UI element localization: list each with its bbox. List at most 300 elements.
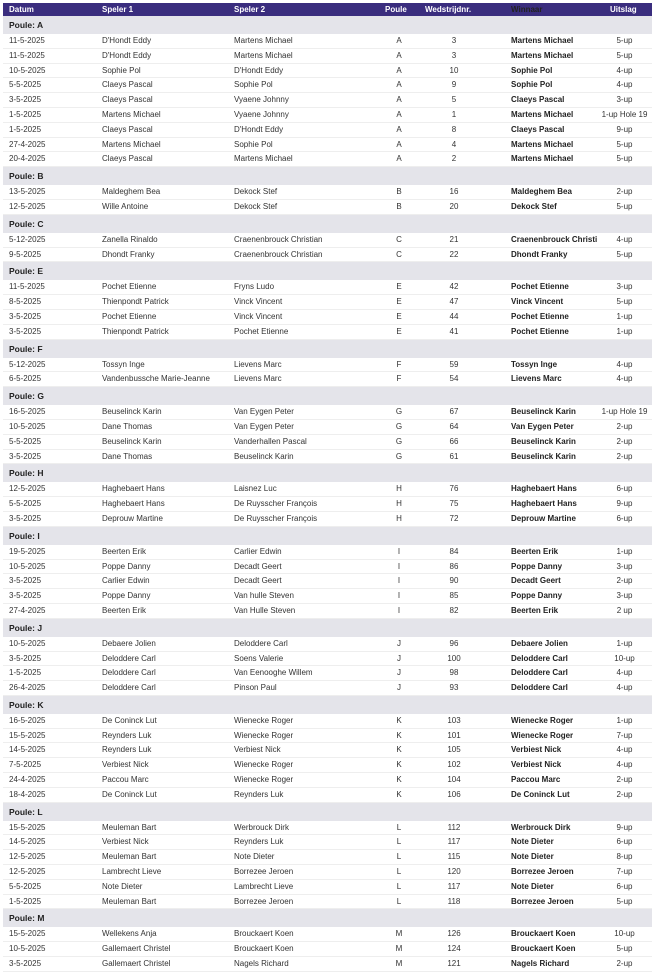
cell-result: 3-up: [616, 591, 633, 601]
cell-match-number: 106: [447, 789, 461, 799]
cell-winner: Brouckaert Koen: [511, 944, 576, 954]
table-row: [3, 850, 652, 865]
cell-player1: De Coninck Lut: [102, 715, 157, 725]
cell-date: 15-5-2025: [9, 730, 46, 740]
cell-date: 24-4-2025: [9, 775, 46, 785]
cell-date: 6-5-2025: [9, 374, 42, 384]
cell-poule: I: [397, 561, 401, 571]
cell-date: 7-5-2025: [9, 760, 42, 770]
cell-date: 5-12-2025: [9, 359, 46, 369]
group-header: [3, 16, 652, 34]
table-row: [3, 450, 652, 465]
cell-player1: Wille Antoine: [102, 201, 149, 211]
cell-winner: Maldeghem Bea: [511, 187, 572, 197]
group-header: [3, 527, 652, 545]
cell-date: 26-4-2025: [9, 683, 46, 693]
cell-date: 15-5-2025: [9, 822, 46, 832]
cell-winner: De Coninck Lut: [511, 789, 570, 799]
cell-player2: Note Dieter: [234, 852, 275, 862]
cell-player2: D'Hondt Eddy: [234, 124, 284, 134]
cell-player2: Nagels Richard: [234, 959, 289, 969]
cell-player2: Martens Michael: [234, 50, 293, 60]
cell-date: 10-5-2025: [9, 944, 46, 954]
cell-player1: Wellekens Anja: [102, 929, 157, 939]
cell-date: 3-5-2025: [9, 451, 42, 461]
cell-winner: Wienecke Roger: [511, 715, 574, 725]
cell-result: 5-up: [616, 297, 633, 307]
table-row: [3, 280, 652, 295]
cell-player1: Dhondt Franky: [102, 249, 155, 259]
results-table: [3, 3, 652, 972]
cell-date: 27-4-2025: [9, 139, 46, 149]
cell-date: 5-5-2025: [9, 80, 42, 90]
cell-match-number: 85: [449, 591, 459, 601]
cell-date: 14-5-2025: [9, 745, 46, 755]
cell-date: 11-5-2025: [9, 50, 45, 60]
table-row: [3, 604, 652, 619]
cell-poule: C: [396, 234, 402, 244]
cell-winner: Pochet Etienne: [511, 311, 569, 321]
cell-match-number: 20: [449, 201, 459, 211]
cell-match-number: 3: [451, 50, 457, 60]
table-row: [3, 560, 652, 575]
cell-result: 5-up: [616, 139, 633, 149]
cell-result: 2-up: [616, 421, 633, 431]
cell-poule: I: [397, 576, 401, 586]
cell-winner: Deprouw Martine: [511, 513, 576, 523]
cell-result: 4-up: [616, 234, 633, 244]
cell-player1: Reynders Luk: [102, 730, 152, 740]
table-row: [3, 773, 652, 788]
cell-player2: Reynders Luk: [234, 789, 284, 799]
cell-player1: Martens Michael: [102, 139, 161, 149]
cell-winner: Wienecke Roger: [511, 730, 574, 740]
cell-result: 2-up: [616, 451, 633, 461]
table-row: [3, 835, 652, 850]
cell-player2: Pinson Paul: [234, 683, 277, 693]
cell-date: 3-5-2025: [9, 959, 42, 969]
cell-winner: Deloddere Carl: [511, 668, 568, 678]
table-row: [3, 942, 652, 957]
column-header-poule[interactable]: Poule: [385, 5, 407, 14]
cell-date: 10-5-2025: [9, 421, 46, 431]
cell-winner: Note Dieter: [511, 837, 554, 847]
table-row: [3, 233, 652, 248]
cell-match-number: 117: [447, 837, 461, 847]
cell-result: 1-up Hole 19: [601, 109, 648, 119]
cell-match-number: 67: [449, 407, 459, 417]
table-row: [3, 34, 652, 49]
table-row: [3, 880, 652, 895]
cell-date: 3-5-2025: [9, 653, 42, 663]
group-header: [3, 340, 652, 358]
cell-date: 5-5-2025: [9, 881, 42, 891]
column-header-player2[interactable]: Speler 2: [234, 5, 266, 14]
cell-player2: Van Eygen Peter: [234, 421, 294, 431]
cell-winner: Note Dieter: [511, 852, 554, 862]
cell-poule: A: [396, 80, 402, 90]
cell-player2: De Ruysscher François: [234, 499, 318, 509]
cell-poule: B: [396, 201, 402, 211]
table-row: [3, 743, 652, 758]
cell-result: 4-up: [616, 683, 633, 693]
cell-winner: Borrezee Jeroen: [511, 867, 574, 877]
cell-player2: Wienecke Roger: [234, 715, 294, 725]
cell-poule: G: [395, 436, 403, 446]
cell-winner: Deloddere Carl: [511, 653, 568, 663]
cell-result: 10-up: [614, 929, 635, 939]
cell-poule: B: [396, 187, 402, 197]
cell-player2: Deloddere Carl: [234, 638, 288, 648]
cell-player2: Van hulle Steven: [234, 591, 294, 601]
cell-poule: E: [396, 326, 402, 336]
cell-poule: L: [396, 852, 402, 862]
cell-match-number: 84: [449, 546, 459, 556]
cell-winner: Claeys Pascal: [511, 124, 565, 134]
table-row: [3, 310, 652, 325]
cell-date: 12-5-2025: [9, 852, 46, 862]
cell-match-number: 102: [447, 760, 461, 770]
table-row: [3, 512, 652, 527]
cell-match-number: 72: [449, 513, 459, 523]
cell-date: 3-5-2025: [9, 311, 42, 321]
cell-winner: Dhondt Franky: [511, 249, 568, 259]
cell-winner: Nagels Richard: [511, 959, 570, 969]
cell-winner: Werbrouck Dirk: [511, 822, 571, 832]
cell-player2: Vyaene Johnny: [234, 95, 289, 105]
cell-match-number: 22: [449, 249, 459, 259]
cell-player2: Vanderhallen Pascal: [234, 436, 307, 446]
cell-match-number: 1: [451, 109, 457, 119]
table-row: [3, 295, 652, 310]
cell-poule: J: [397, 638, 401, 648]
group-label: Poule: H: [9, 468, 44, 479]
group-label: Poule: E: [9, 266, 44, 277]
table-row: [3, 652, 652, 667]
cell-date: 18-4-2025: [9, 789, 46, 799]
cell-winner: Brouckaert Koen: [511, 929, 576, 939]
cell-match-number: 3: [451, 36, 457, 45]
cell-poule: A: [396, 65, 402, 75]
cell-player2: Wienecke Roger: [234, 760, 294, 770]
cell-player1: Debaere Jolien: [102, 638, 156, 648]
cell-poule: F: [396, 374, 402, 384]
cell-poule: E: [396, 311, 402, 321]
column-header-player1[interactable]: Speler 1: [102, 5, 134, 14]
cell-date: 3-5-2025: [9, 591, 42, 601]
cell-match-number: 82: [449, 605, 459, 615]
cell-result: 1-up Hole 19: [601, 407, 648, 417]
table-row: [3, 248, 652, 263]
group-label: Poule: C: [9, 218, 44, 229]
cell-match-number: 61: [449, 451, 459, 461]
cell-player2: Dekock Stef: [234, 187, 278, 197]
cell-date: 16-5-2025: [9, 715, 46, 725]
cell-date: 5-12-2025: [9, 234, 46, 244]
cell-match-number: 117: [447, 881, 461, 891]
cell-player2: Craenenbrouck Christian: [234, 249, 323, 259]
table-row: [3, 589, 652, 604]
table-row: [3, 200, 652, 215]
cell-match-number: 93: [449, 683, 459, 693]
cell-player1: Verbiest Nick: [102, 760, 149, 770]
cell-date: 12-5-2025: [9, 867, 46, 877]
cell-winner: Decadt Geert: [511, 576, 561, 586]
cell-player2: Decadt Geert: [234, 561, 282, 571]
cell-player1: D'Hondt Eddy: [102, 50, 152, 60]
cell-match-number: 104: [447, 775, 461, 785]
cell-date: 10-5-2025: [9, 65, 46, 75]
cell-match-number: 100: [447, 653, 461, 663]
table-row: [3, 420, 652, 435]
cell-date: 27-4-2025: [9, 605, 46, 615]
cell-player1: Zanella Rinaldo: [102, 234, 158, 244]
cell-result: 3-up: [616, 95, 633, 105]
cell-winner: Martens Michael: [511, 139, 574, 149]
cell-winner: Martens Michael: [511, 36, 574, 45]
cell-result: 5-up: [616, 896, 633, 906]
cell-player2: Carlier Edwin: [234, 546, 282, 556]
cell-poule: M: [395, 944, 403, 954]
cell-player1: Lambrecht Lieve: [102, 867, 162, 877]
cell-winner: Verbiest Nick: [511, 760, 562, 770]
cell-player1: Beerten Erik: [102, 605, 147, 615]
table-header: [3, 3, 652, 16]
cell-result: 1-up: [616, 326, 633, 336]
cell-poule: A: [396, 139, 402, 149]
cell-player2: Lievens Marc: [234, 374, 282, 384]
cell-winner: Beuselinck Karin: [511, 407, 576, 417]
column-header-winner[interactable]: Winnaar: [511, 5, 543, 14]
cell-poule: I: [397, 591, 401, 601]
column-header-result[interactable]: Uitslag: [610, 5, 637, 14]
cell-result: 10-up: [614, 653, 635, 663]
cell-poule: I: [397, 605, 401, 615]
table-row: [3, 108, 652, 123]
cell-poule: M: [395, 959, 403, 969]
table-row: [3, 152, 652, 167]
cell-player1: Poppe Danny: [102, 591, 151, 601]
cell-winner: Sophie Pol: [511, 65, 553, 75]
cell-poule: J: [397, 653, 401, 663]
cell-poule: L: [396, 867, 402, 877]
table-row: [3, 545, 652, 560]
cell-winner: Pochet Etienne: [511, 282, 569, 292]
cell-match-number: 8: [451, 124, 457, 134]
cell-player1: Meuleman Bart: [102, 852, 157, 862]
cell-result: 9-up: [616, 822, 633, 832]
cell-match-number: 101: [447, 730, 461, 740]
cell-player2: Dekock Stef: [234, 201, 278, 211]
cell-result: 6-up: [616, 484, 633, 494]
cell-date: 1-5-2025: [9, 124, 42, 134]
cell-poule: H: [396, 484, 402, 494]
cell-match-number: 10: [449, 65, 459, 75]
cell-player2: Brouckaert Koen: [234, 929, 294, 939]
cell-poule: C: [396, 249, 402, 259]
group-header: [3, 387, 652, 405]
cell-player2: Verbiest Nick: [234, 745, 281, 755]
cell-result: 8-up: [616, 852, 633, 862]
cell-match-number: 44: [449, 311, 459, 321]
cell-poule: A: [396, 109, 402, 119]
cell-result: 3-up: [616, 282, 633, 292]
table-row: [3, 681, 652, 696]
cell-player1: Vandenbussche Marie-Jeanne: [102, 374, 210, 384]
cell-match-number: 118: [447, 896, 461, 906]
cell-winner: Poppe Danny: [511, 561, 563, 571]
cell-match-number: 2: [451, 154, 457, 164]
cell-poule: G: [395, 421, 403, 431]
cell-date: 12-5-2025: [9, 201, 46, 211]
table-row: [3, 927, 652, 942]
cell-result: 2-up: [616, 775, 633, 785]
table-row: [3, 666, 652, 681]
group-label: Poule: J: [9, 622, 43, 633]
cell-winner: Borrezee Jeroen: [511, 896, 574, 906]
table-row: [3, 729, 652, 744]
cell-poule: L: [396, 822, 402, 832]
cell-date: 19-5-2025: [9, 546, 46, 556]
cell-poule: J: [397, 683, 401, 693]
cell-match-number: 75: [449, 499, 459, 509]
cell-result: 2-up: [616, 576, 633, 586]
table-row: [3, 865, 652, 880]
cell-winner: Paccou Marc: [511, 775, 561, 785]
column-header-match-number[interactable]: Wedstrijdnr.: [425, 5, 472, 14]
cell-result: 4-up: [616, 65, 633, 75]
group-header: [3, 167, 652, 185]
cell-result: 4-up: [616, 745, 633, 755]
cell-player1: Meuleman Bart: [102, 822, 157, 832]
cell-poule: L: [396, 837, 402, 847]
cell-player1: Martens Michael: [102, 109, 161, 119]
column-header-date[interactable]: Datum: [9, 5, 34, 14]
cell-player1: Verbiest Nick: [102, 837, 149, 847]
cell-match-number: 4: [451, 139, 457, 149]
cell-winner: Tossyn Inge: [511, 359, 558, 369]
cell-player2: Werbrouck Dirk: [234, 822, 289, 832]
cell-date: 3-5-2025: [9, 326, 42, 336]
cell-match-number: 112: [447, 822, 461, 832]
cell-player1: Tossyn Inge: [102, 359, 145, 369]
cell-match-number: 41: [449, 326, 459, 336]
cell-match-number: 115: [447, 852, 461, 862]
cell-player2: Soens Valerie: [234, 653, 284, 663]
cell-player2: Wienecke Roger: [234, 775, 294, 785]
cell-match-number: 64: [449, 421, 459, 431]
group-header: [3, 464, 652, 482]
cell-player2: Beuselinck Karin: [234, 451, 294, 461]
cell-result: 6-up: [616, 513, 633, 523]
cell-date: 10-5-2025: [9, 638, 46, 648]
cell-player2: Pochet Etienne: [234, 326, 289, 336]
table-row: [3, 637, 652, 652]
cell-poule: L: [396, 896, 402, 906]
cell-winner: Debaere Jolien: [511, 638, 568, 648]
cell-date: 20-4-2025: [9, 154, 46, 164]
cell-date: 11-5-2025: [9, 282, 45, 292]
cell-winner: Pochet Etienne: [511, 326, 569, 336]
cell-player2: Lambrecht Lieve: [234, 881, 294, 891]
cell-player1: Thienpondt Patrick: [102, 326, 169, 336]
cell-player2: Borrezee Jeroen: [234, 867, 294, 877]
cell-player1: Beuselinck Karin: [102, 407, 162, 417]
cell-winner: Dekock Stef: [511, 201, 557, 211]
cell-date: 3-5-2025: [9, 513, 42, 523]
group-label: Poule: K: [9, 699, 44, 710]
cell-winner: Beerten Erik: [511, 546, 559, 556]
table-row: [3, 49, 652, 64]
cell-winner: Haghebaert Hans: [511, 484, 577, 494]
cell-winner: Martens Michael: [511, 154, 574, 164]
cell-date: 1-5-2025: [9, 896, 42, 906]
cell-date: 3-5-2025: [9, 95, 42, 105]
cell-winner: Poppe Danny: [511, 591, 563, 601]
cell-match-number: 103: [447, 715, 461, 725]
cell-player2: Brouckaert Koen: [234, 944, 294, 954]
cell-match-number: 76: [449, 484, 459, 494]
cell-result: 2 up: [616, 605, 633, 615]
cell-match-number: 96: [449, 638, 459, 648]
cell-player1: Maldeghem Bea: [102, 187, 161, 197]
cell-date: 1-5-2025: [9, 668, 42, 678]
cell-result: 4-up: [616, 359, 633, 369]
table-row: [3, 482, 652, 497]
cell-player1: Pochet Etienne: [102, 282, 157, 292]
cell-result: 7-up: [616, 867, 633, 877]
cell-player1: Beuselinck Karin: [102, 436, 162, 446]
table-row: [3, 185, 652, 200]
cell-player2: Sophie Pol: [234, 80, 273, 90]
cell-result: 1-up: [616, 311, 633, 321]
cell-player2: Laisnez Luc: [234, 484, 277, 494]
cell-player2: Vinck Vincent: [234, 311, 283, 321]
cell-player1: Claeys Pascal: [102, 124, 153, 134]
cell-player1: Sophie Pol: [102, 65, 141, 75]
cell-poule: J: [397, 668, 401, 678]
cell-poule: A: [396, 124, 402, 134]
cell-winner: Sophie Pol: [511, 80, 553, 90]
cell-date: 1-5-2025: [9, 109, 42, 119]
cell-player2: Lievens Marc: [234, 359, 282, 369]
cell-date: 11-5-2025: [9, 36, 45, 45]
cell-match-number: 90: [449, 576, 459, 586]
cell-poule: H: [396, 513, 402, 523]
cell-player1: Reynders Luk: [102, 745, 152, 755]
cell-match-number: 105: [447, 745, 461, 755]
cell-result: 2-up: [616, 187, 633, 197]
cell-player2: Martens Michael: [234, 36, 293, 45]
group-header: [3, 215, 652, 233]
cell-date: 10-5-2025: [9, 561, 46, 571]
cell-player1: Haghebaert Hans: [102, 484, 165, 494]
cell-player1: Pochet Etienne: [102, 311, 157, 321]
cell-player1: Claeys Pascal: [102, 80, 153, 90]
cell-poule: K: [396, 730, 402, 740]
table-row: [3, 78, 652, 93]
table-row: [3, 714, 652, 729]
cell-result: 4-up: [616, 374, 633, 384]
cell-poule: M: [395, 929, 403, 939]
cell-player2: Vyaene Johnny: [234, 109, 289, 119]
cell-date: 13-5-2025: [9, 187, 46, 197]
cell-player1: Claeys Pascal: [102, 154, 153, 164]
cell-player2: Borrezee Jeroen: [234, 896, 294, 906]
table-row: [3, 123, 652, 138]
cell-player2: Fryns Ludo: [234, 282, 275, 292]
cell-poule: K: [396, 775, 402, 785]
